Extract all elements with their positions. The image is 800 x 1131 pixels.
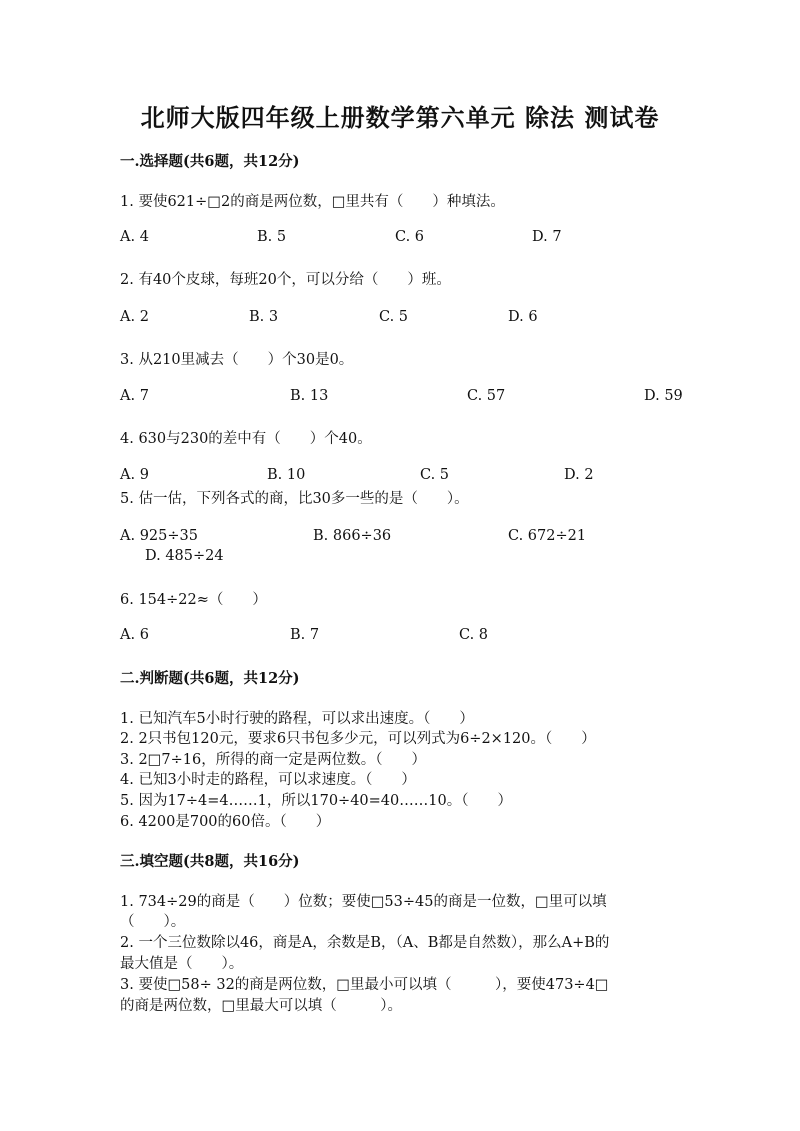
judgment-item: 6. 4200是700的60倍。（ ） bbox=[120, 814, 331, 830]
option-c: C. 5 bbox=[379, 309, 409, 325]
page-title: 北师大版四年级上册数学第六单元 除法 测试卷 bbox=[140, 103, 660, 132]
option-a: A. 925÷35 bbox=[120, 528, 198, 544]
section-heading-choice: 一.选择题(共6题，共12分) bbox=[120, 153, 300, 170]
fill-blank-line: 最大值是（ ）。 bbox=[120, 956, 244, 972]
option-d: D. 2 bbox=[564, 467, 594, 483]
judgment-item: 5. 因为17÷4=4……1，所以170÷40=40……10。（ ） bbox=[120, 793, 512, 809]
question-text: 3. 从210里减去（ ）个30是0。 bbox=[120, 352, 354, 368]
option-b: B. 7 bbox=[290, 627, 320, 643]
option-d: D. 485÷24 bbox=[145, 548, 224, 564]
option-b: B. 13 bbox=[290, 388, 329, 404]
option-a: A. 4 bbox=[120, 229, 149, 245]
question-text: 6. 154÷22≈（ ） bbox=[120, 592, 267, 608]
fill-blank-line: 2. 一个三位数除以46，商是A，余数是B，（A、B都是自然数），那么A+B的 bbox=[120, 935, 610, 951]
question-text: 1. 要使621÷□2的商是两位数，□里共有（ ）种填法。 bbox=[120, 194, 505, 210]
option-b: B. 10 bbox=[267, 467, 306, 483]
option-d: D. 6 bbox=[508, 309, 538, 325]
option-b: B. 3 bbox=[249, 309, 279, 325]
option-c: C. 6 bbox=[395, 229, 425, 245]
option-d: D. 7 bbox=[532, 229, 562, 245]
option-a: A. 7 bbox=[120, 388, 149, 404]
option-c: C. 5 bbox=[420, 467, 450, 483]
option-a: A. 9 bbox=[120, 467, 149, 483]
option-c: C. 57 bbox=[467, 388, 506, 404]
fill-blank-line: 3. 要使□58÷ 32的商是两位数，□里最小可以填（ ），要使473÷4□ bbox=[120, 977, 609, 993]
option-b: B. 866÷36 bbox=[313, 528, 392, 544]
option-a: A. 2 bbox=[120, 309, 149, 325]
judgment-item: 1. 已知汽车5小时行驶的路程，可以求出速度。（ ） bbox=[120, 711, 474, 727]
section-heading-fill-blank: 三.填空题(共8题，共16分) bbox=[120, 853, 300, 870]
fill-blank-line: 1. 734÷29的商是（ ）位数；要使□53÷45的商是一位数，□里可以填 bbox=[120, 894, 607, 910]
question-text: 4. 630与230的差中有（ ）个40。 bbox=[120, 431, 372, 447]
question-text: 5. 估一估，下列各式的商，比30多一些的是（ ）。 bbox=[120, 491, 469, 507]
option-a: A. 6 bbox=[120, 627, 149, 643]
option-d: D. 59 bbox=[644, 388, 683, 404]
fill-blank-line: （ ）。 bbox=[120, 914, 186, 930]
judgment-item: 2. 2只书包120元，要求6只书包多少元，可以列式为6÷2×120。（ ） bbox=[120, 731, 596, 747]
fill-blank-line: 的商是两位数，□里最大可以填（ ）。 bbox=[120, 998, 402, 1014]
section-heading-judgment: 二.判断题(共6题，共12分) bbox=[120, 670, 300, 687]
question-text: 2. 有40个皮球，每班20个，可以分给（ ）班。 bbox=[120, 272, 451, 288]
option-b: B. 5 bbox=[257, 229, 287, 245]
option-c: C. 8 bbox=[459, 627, 489, 643]
judgment-item: 3. 2□7÷16，所得的商一定是两位数。（ ） bbox=[120, 752, 426, 768]
judgment-item: 4. 已知3小时走的路程，可以求速度。（ ） bbox=[120, 772, 416, 788]
option-c: C. 672÷21 bbox=[508, 528, 587, 544]
